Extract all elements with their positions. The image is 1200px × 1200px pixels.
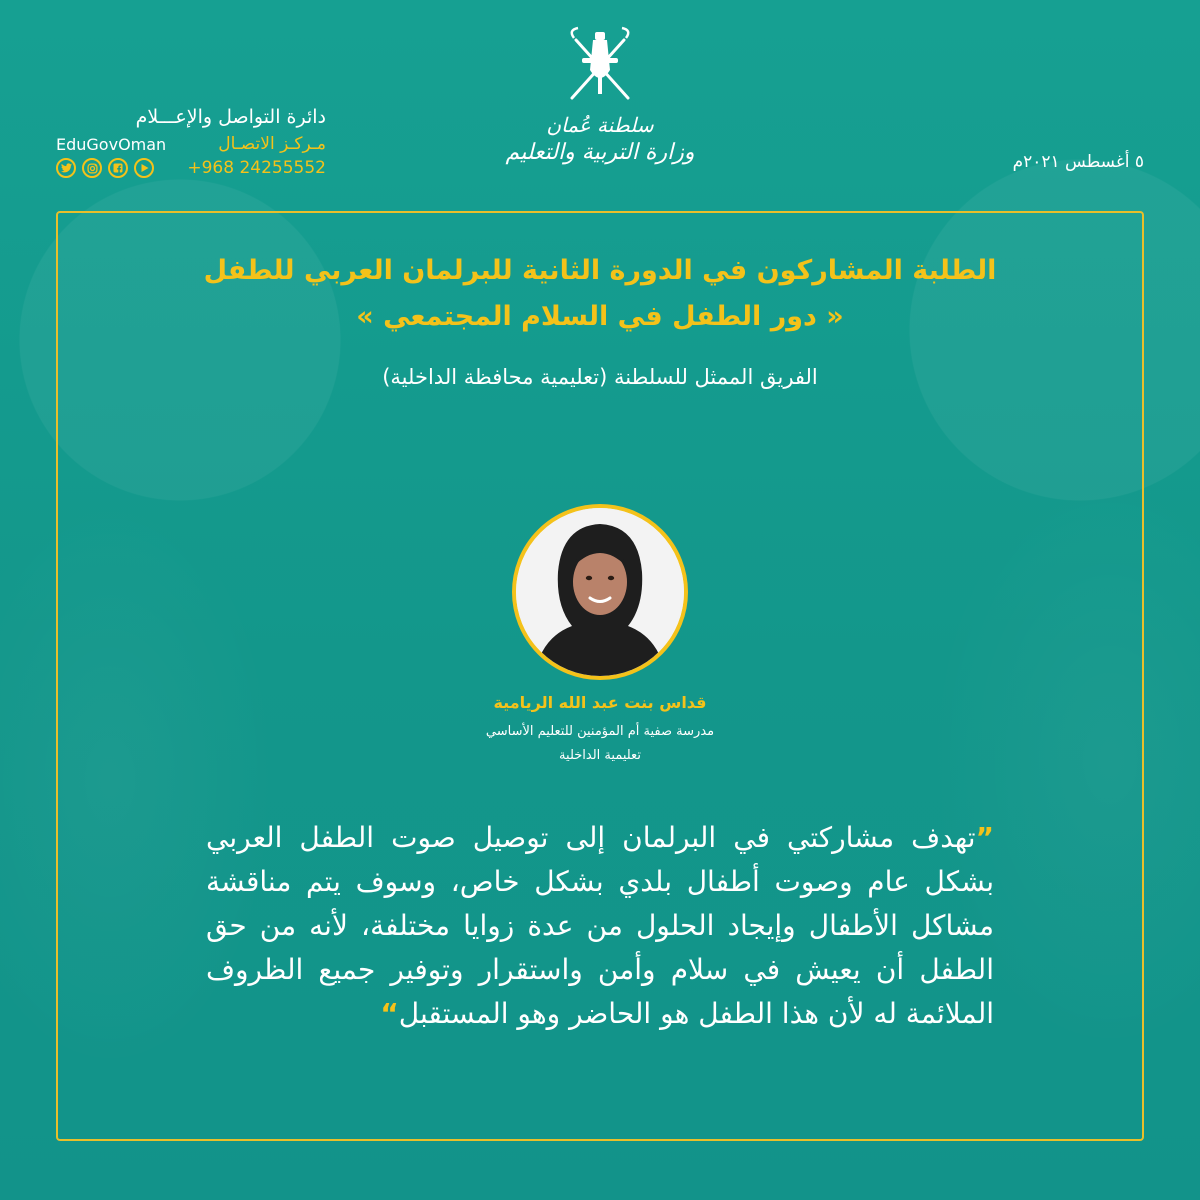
quote-open-mark: ” (975, 821, 994, 854)
ministry-logo-text (505, 112, 695, 168)
participant-quote (206, 816, 994, 1036)
quote-close-mark: “ (380, 997, 399, 1030)
national-emblem-icon (560, 26, 640, 104)
twitter-icon[interactable] (56, 158, 76, 178)
portrait-illustration (516, 508, 684, 676)
subtitle: الفريق الممثل للسلطنة (تعليمية محافظة الداخلية) (382, 365, 818, 389)
quote-text: تهدف مشاركتي في البرلمان إلى توصيل صوت الطفل العربي بشكل عام وصوت أطفال بلدي بشكل خاص، وسوف يتم مناقشة مشاكل الأطفال وإيجاد الحلول من عدة زوايا مختلفة، لأنه من حق الطفل أن يعيش في سلام وأمن واستقرار وتوفير جميع الظروف الملائمة له لأن هذا الطفل هو الحاضر وهو المستقبل (206, 821, 994, 1030)
social-icons (56, 158, 154, 178)
title-line-1: الطلبة المشاركون في الدورة الثانية للبرلمان العربي للطفل (203, 255, 997, 286)
youtube-icon[interactable] (134, 158, 154, 178)
main-title (100, 248, 1100, 340)
phone-number[interactable]: +968 24255552 (187, 158, 326, 178)
contact-block (56, 104, 326, 178)
social-handle[interactable]: EduGovOman (56, 134, 167, 154)
post-date: ٥ أغسطس ٢٠٢١م (1012, 152, 1144, 172)
ministry-line-1: سلطنة عُمان (546, 113, 654, 137)
contact-row-1 (56, 134, 326, 154)
ministry-line-2: وزارة التربية والتعليم (505, 140, 695, 165)
participant-name: قداس بنت عبد الله الريامية (493, 693, 707, 712)
facebook-icon[interactable] (108, 158, 128, 178)
department-name: دائرة التواصل والإعـــلام (135, 106, 326, 128)
participant-school: مدرسة صفية أم المؤمنين للتعليم الأساسي (485, 724, 715, 739)
contact-row-2 (56, 158, 326, 178)
call-center-label: مـركـز الاتصـال (218, 134, 326, 154)
participant-directorate: تعليمية الداخلية (559, 748, 641, 763)
title-line-2: « دور الطفل في السلام المجتمعي » (356, 301, 844, 332)
participant-photo (512, 504, 688, 680)
instagram-icon[interactable] (82, 158, 102, 178)
